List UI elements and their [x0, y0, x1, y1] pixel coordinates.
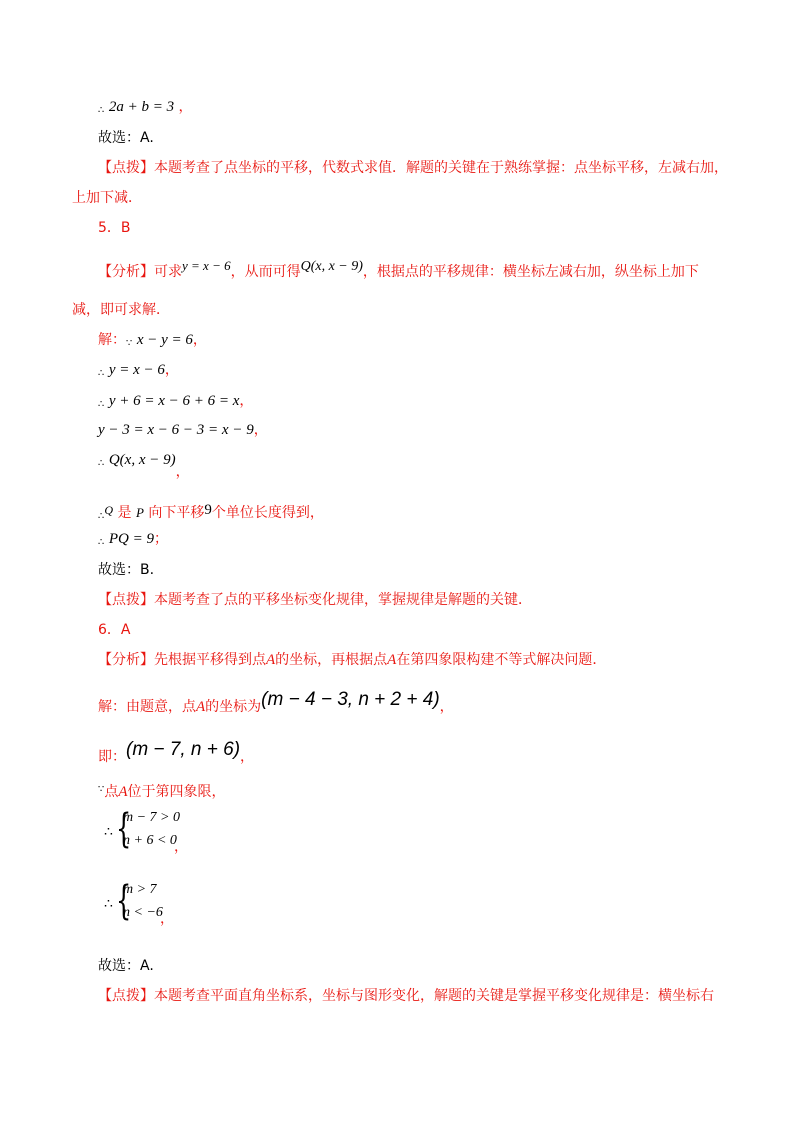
- therefore-symbol: ∴: [104, 897, 113, 912]
- text-a: 解：由题意，点: [98, 699, 196, 715]
- equation: 2a + b = 3: [108, 99, 175, 115]
- analysis-6-text-b: 的坐标，再根据点: [275, 652, 388, 668]
- comma: ，: [239, 393, 254, 409]
- solution-6-line-1: [98, 690, 454, 717]
- tip-line-2: 上加下减．: [72, 190, 142, 206]
- analysis-5-line-1: [98, 256, 699, 282]
- coordinate-expression: (m − 7, n + 6): [126, 739, 241, 760]
- inequality-row-1: m > 7: [123, 882, 157, 897]
- comma: ，: [253, 422, 268, 438]
- solution-5-line-5: [98, 450, 190, 482]
- tip-line-1: 【点拨】本题考查了点坐标的平移，代数式求值．解题的关键在于熟练掌握：点坐标平移，左减右加，: [98, 160, 728, 176]
- analysis-5-text-b: ，从而可得: [230, 264, 301, 280]
- because-symbol: ∵: [98, 784, 105, 795]
- solution-5-line-2: [98, 360, 179, 384]
- analysis-5-text-a: 【分析】可求: [98, 264, 182, 280]
- solution-6-line-3: [98, 780, 226, 802]
- comma: ，: [240, 749, 255, 765]
- answer-line-b: 故选：B.: [98, 562, 155, 578]
- point-a: A: [196, 699, 206, 715]
- therefore-symbol: ∴: [98, 399, 105, 410]
- left-brace: {: [116, 806, 132, 852]
- solution-6-line-2: [98, 740, 254, 767]
- text-move-down: 向下平移: [148, 505, 205, 521]
- analysis-5-eq-2: Q(x, x − 9): [300, 259, 363, 274]
- therefore-symbol: ∴: [104, 825, 113, 840]
- answer-line-a-2: 故选：A.: [98, 958, 154, 974]
- equation: PQ = 9: [108, 531, 154, 547]
- left-brace: {: [116, 878, 132, 924]
- comma: ，: [439, 699, 454, 715]
- inequality-row-2: n + 6 < 0: [123, 833, 177, 848]
- comma: ，: [192, 332, 207, 348]
- comma: ，: [164, 362, 179, 378]
- therefore-symbol: ∴: [98, 511, 105, 522]
- comma: ，: [178, 99, 193, 115]
- semicolon: ；: [153, 531, 168, 547]
- question-5-label: 5．B: [98, 220, 131, 236]
- equation: y = x − 6: [108, 362, 165, 378]
- question-6-label: 6．A: [98, 622, 131, 638]
- equation: y − 3 = x − 6 − 3 = x − 9: [98, 422, 254, 438]
- solution-5-line-6: [98, 500, 324, 527]
- comma: ，: [174, 840, 188, 855]
- text-namely: 即：: [98, 749, 126, 765]
- point-a: A: [118, 784, 128, 800]
- solution-5-line-1: [98, 330, 207, 354]
- equation: Q(x, x − 9): [108, 452, 176, 468]
- analysis-5-text-c: ，根据点的平移规律：横坐标左减右加，纵坐标上加下: [362, 264, 699, 280]
- equation: x − y = 6: [136, 332, 193, 348]
- equation: y + 6 = x − 6 + 6 = x: [108, 393, 240, 409]
- point-q: Q: [104, 503, 114, 517]
- analysis-6-text-c: 在第四象限构建不等式解决问题．: [396, 652, 607, 668]
- text-units: 个单位长度得到，: [211, 505, 324, 521]
- point-a: A: [266, 652, 276, 668]
- comma: ，: [160, 912, 174, 927]
- analysis-5-eq-1: y = x − 6: [182, 258, 231, 273]
- analysis-5-line-2: 减，即可求解．: [72, 302, 170, 318]
- analysis-6: [98, 650, 606, 670]
- inequality-row-2: n < −6: [123, 905, 163, 920]
- tip-6: 【点拨】本题考查平面直角坐标系，坐标与图形变化，解题的关键是掌握平移变化规律是：横坐标右: [98, 988, 714, 1004]
- inequality-row-1: m − 7 > 0: [123, 810, 181, 825]
- text-b: 的坐标为: [205, 699, 262, 715]
- line-therefore-2a-b: [98, 97, 193, 121]
- solution-5-line-4: [98, 420, 268, 440]
- tip-5: 【点拨】本题考查了点的平移坐标变化规律，掌握规律是解题的关键．: [98, 592, 532, 608]
- therefore-symbol: ∴: [98, 537, 105, 548]
- therefore-symbol: ∴: [98, 105, 105, 116]
- point-a: A: [387, 652, 397, 668]
- therefore-symbol: ∴: [98, 458, 105, 469]
- solution-label: 解：: [98, 332, 126, 348]
- solution-5-line-7: [98, 529, 168, 553]
- analysis-6-text-a: 【分析】先根据平移得到点: [98, 652, 266, 668]
- text-quadrant: 位于第四象限，: [127, 784, 226, 800]
- text-is: 是: [117, 505, 132, 521]
- coordinate-expression: (m − 4 − 3, n + 2 + 4): [261, 689, 440, 710]
- solution-5-line-3: [98, 391, 253, 415]
- therefore-symbol: ∴: [98, 368, 105, 379]
- answer-line-a: 故选：A.: [98, 130, 154, 146]
- because-symbol: ∵: [126, 338, 133, 349]
- number-9: 9: [204, 502, 212, 518]
- point-p: P: [135, 505, 144, 520]
- comma: ，: [175, 464, 190, 480]
- text-point: 点: [104, 784, 119, 800]
